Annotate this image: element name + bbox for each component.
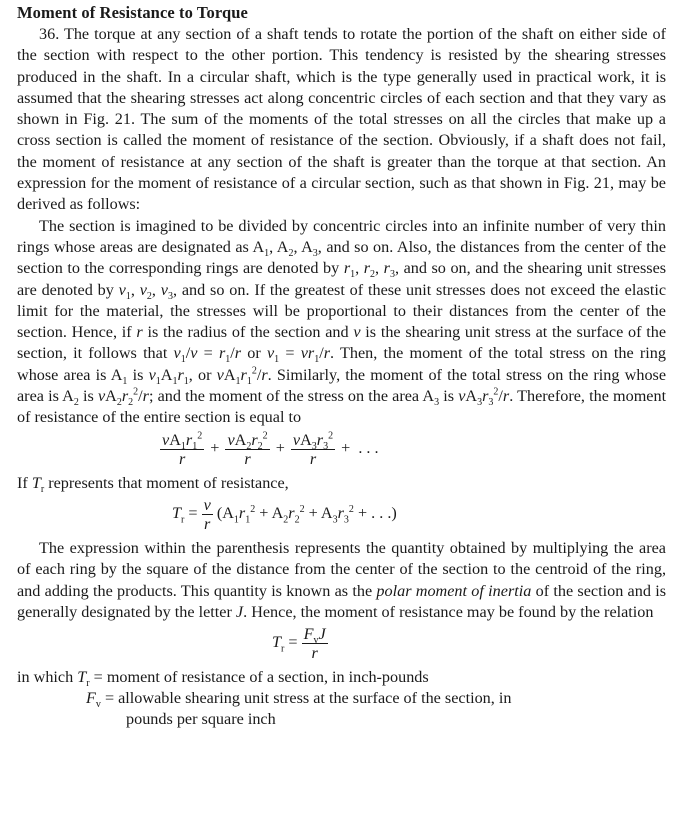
equation-sum: $\frac{vA_1r_1^2}{r}$ + $\frac{vA_2r_2^2}{r}$ + $\frac{vA_3r_3^2}{r}$ + . . .: [162, 430, 379, 468]
tr-definition-line: If $T_r$ represents that moment of resistance,: [17, 473, 289, 495]
equation-relation: $T_r$ = $\frac{F_vJ}{r}$: [272, 625, 326, 663]
paragraph-rings: The section is imagined to be divided by concentric circles into an infinite number of very thin rings whose areas are designated as $A_1$, $A_2$, $A_3$, and so on. Also, the distances from the center of the section to the corresponding rings are denoted by $r_1$, $r_2$, $r_3$, and so on, and the shearing unit stresses are denoted by $v_1$, $v_2$, $v_3$, and so on. If the greatest of these unit stresses does not exceed the elastic limit for the material, the stresses will be proportional to their distances from the center of the section. Hence, if r is the radius of the section and v is the shearing unit stress at the surface of the section, it follows that $v_1/v = r_1/r$ or $v_1 = vr_1/r$. Then, the moment of the total stress on the ring whose area is $A_1$ is $v_1A_1r_1$, or $vA_1r_1^2/r$. Similarly, the moment of the total stress on the ring whose area is $A_2$ is $vA_2r_2^2/r$; and the moment of the stress on the area $A_3$ is $vA_3r_3^2/r$. Therefore, the moment of resistance of the entire section is equal to: [17, 216, 667, 427]
ellipsis-paren: . . .): [371, 504, 397, 523]
variable-definitions: in which $T_r$ = moment of resistance of a section, in inch-pounds $F_v$ = allowable shearing unit stress at the surface of the section, in pounds per square inch: [17, 668, 512, 729]
paragraph-polar: The expression within the parenthesis represents the quantity obtained by multiplying the area of each ring by the square of the distance from the center of the section to the centroid of the ring, and adding the products. This quantity is known as the polar moment of inertia of the section and is generally designated by the letter J. Hence, the moment of resistance may be found by the relation: [17, 538, 667, 621]
ellipsis: . . .: [358, 439, 379, 458]
equation-tr: $T_r$ = $\frac{v}{r}$ ($A_1r_1^2 + A_2r_2^2 + A_3r_3^2$ + . . .): [172, 495, 397, 533]
paragraph-36: 36. The torque at any section of a shaft tends to rotate the portion of the shaft on either side of the section with respect to the other portion. This tendency is resisted by the shearing stresses produced in the shaft. In a circular shaft, which is the type generally used in practical work, it is assumed that the shearing stresses act along concentric circles of each section and that they vary as shown in Fig. 21. The sum of the moments of the total stresses on all the circles that make up a cross section is called the moment of resistance of the section. Obviously, if a shaft does not fail, the moment of resistance at any section of the shaft is greater than the torque at that section. An expression for the moment of resistance of a circular section, such as that shown in Fig. 21, may be derived as follows:: [17, 25, 666, 214]
section-heading: Moment of Resistance to Torque: [17, 3, 248, 22]
polar-moment-term: polar moment of inertia: [376, 581, 532, 600]
